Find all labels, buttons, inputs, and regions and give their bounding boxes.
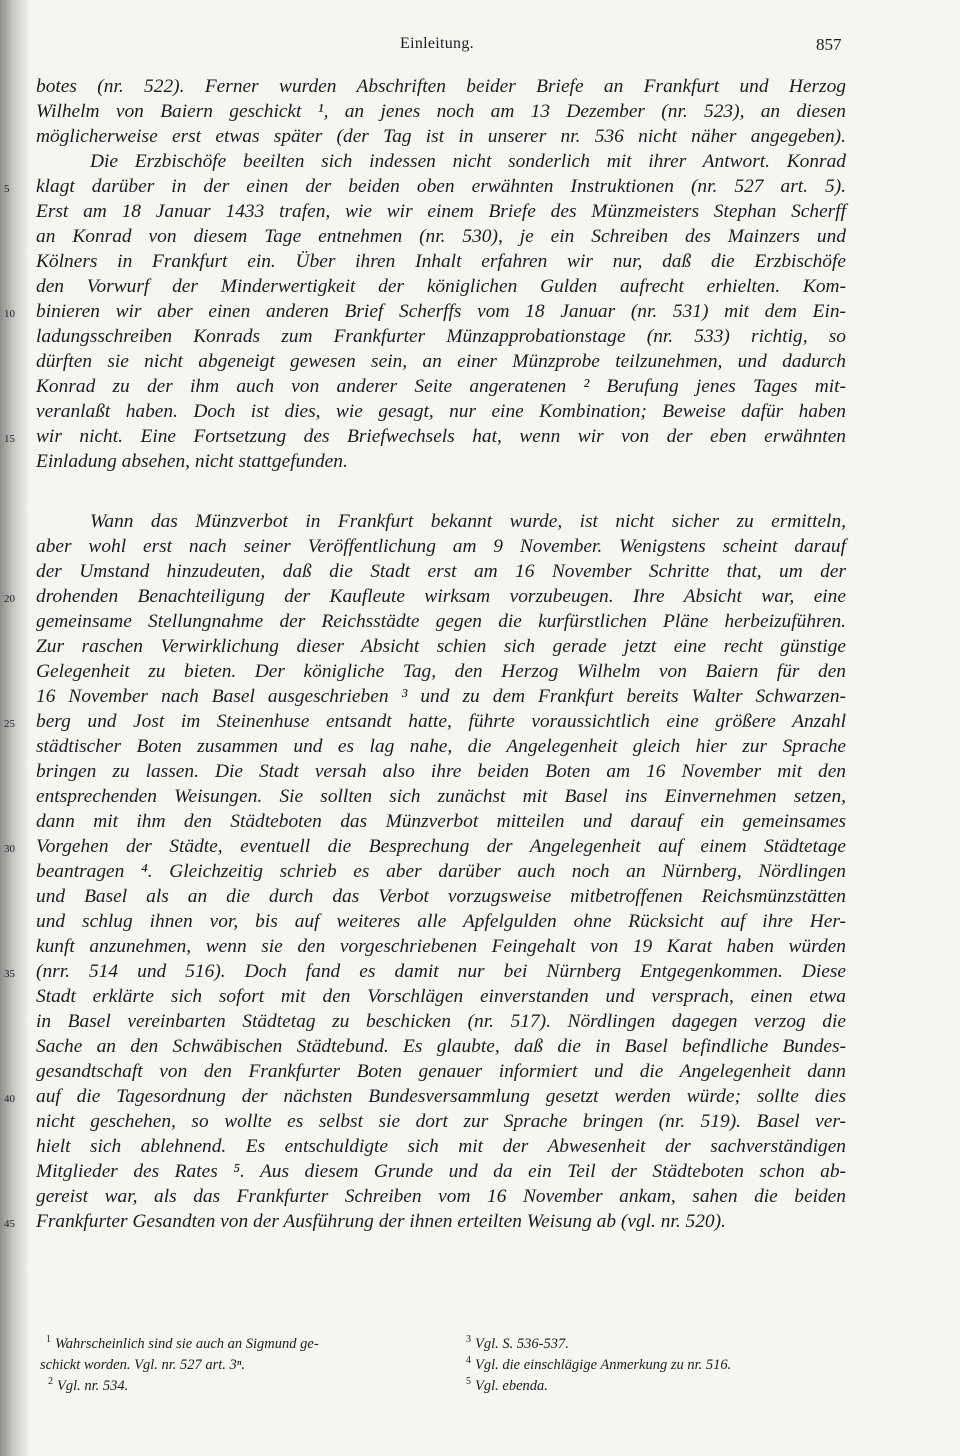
line-number: 30 bbox=[4, 843, 15, 855]
text-line: und schlug ihnen vor, bis auf weiteres alle Apfelgulden ohne Rücksicht auf ihre Her- bbox=[36, 911, 846, 932]
text-line: gemeinsame Stellungnahme der Reichsstädte gegen die kurfürstlichen Pläne herbeizuführen. bbox=[36, 611, 846, 632]
text-line: binieren wir aber einen anderen Brief Scherffs vom 18 Januar (nr. 531) mit dem Ein- bbox=[36, 301, 846, 322]
footnote-text: Vgl. ebenda. bbox=[475, 1377, 548, 1394]
text-line: Sache an den Schwäbischen Städtebund. Es glaubte, daß die in Basel befindliche Bundes- bbox=[36, 1036, 846, 1057]
text-line: hielt sich ablehnend. Es entschuldigte sich mit der Abwesenheit der sachverständigen bbox=[36, 1136, 846, 1157]
footnote-mark: 2 bbox=[48, 1376, 53, 1387]
footnote-mark: 3 bbox=[466, 1334, 471, 1345]
footnote-mark: 4 bbox=[466, 1355, 471, 1366]
text-line: wir nicht. Eine Fortsetzung des Briefwechsels hat, wenn wir von der eben erwähnten bbox=[36, 426, 846, 447]
line-number: 5 bbox=[4, 183, 10, 195]
text-line: entsprechenden Weisungen. Sie sollten sich zunächst mit Basel ins Einvernehmen setzen, bbox=[36, 786, 846, 807]
footnote-text: Vgl. S. 536-537. bbox=[475, 1335, 569, 1352]
text-line: dann mit ihm den Städteboten das Münzverbot mitteilen und darauf ein gemeinsames bbox=[36, 811, 846, 832]
text-line: veranlaßt haben. Doch ist dies, wie gesagt, nur eine Kombination; Beweise dafür haben bbox=[36, 401, 846, 422]
text-line: kunft anzunehmen, wenn sie den vorgeschriebenen Feingehalt von 19 Karat haben würden bbox=[36, 936, 846, 957]
footnote bbox=[48, 1372, 128, 1396]
line-number: 15 bbox=[4, 433, 15, 445]
text-line: Einladung absehen, nicht stattgefunden. bbox=[36, 451, 348, 472]
text-line: nicht geschehen, so wollte es selbst sie dort zur Sprache bringen (nr. 519). Basel ver- bbox=[36, 1111, 846, 1132]
footnote-text: Wahrscheinlich sind sie auch an Sigmund ge- bbox=[55, 1335, 319, 1352]
text-line: Kölners in Frankfurt ein. Über ihren Inhalt erfahren wir nur, daß die Erzbischöfe bbox=[36, 251, 846, 272]
page-number: 857 bbox=[816, 35, 842, 54]
text-line: Mitglieder des Rates ⁵. Aus diesem Grunde und da ein Teil der Städteboten schon ab- bbox=[36, 1161, 846, 1182]
text-line: Vorgehen der Städte, eventuell die Besprechung der Angelegenheit auf einem Städtetage bbox=[36, 836, 846, 857]
text-line: bringen zu lassen. Die Stadt versah also ihre beiden Boten am 16 November mit den bbox=[36, 761, 846, 782]
text-line: Stadt erklärte sich sofort mit den Vorschlägen einverstanden und versprach, einen etwa bbox=[36, 986, 846, 1007]
text-line: Die Erzbischöfe beeilten sich indessen nicht sonderlich mit ihrer Antwort. Konrad bbox=[90, 151, 846, 172]
line-number: 10 bbox=[4, 308, 15, 320]
text-line: klagt darüber in der einen der beiden oben erwähnten Instruktionen (nr. 527 art. 5). bbox=[36, 176, 846, 197]
line-number: 20 bbox=[4, 593, 15, 605]
line-number: 40 bbox=[4, 1093, 15, 1105]
text-line: gesandtschaft von den Frankfurter Boten genauer informiert und die Angelegenheit dann bbox=[36, 1061, 846, 1082]
text-line: aber wohl erst nach seiner Veröffentlichung am 9 November. Wenigstens scheint darauf bbox=[36, 536, 846, 557]
text-line: Gelegenheit zu bieten. Der königliche Tag, den Herzog Wilhelm von Baiern für den bbox=[36, 661, 846, 682]
text-line: Frankfurter Gesandten von der Ausführung der ihnen erteilten Weisung ab (vgl. nr. 520). bbox=[36, 1211, 726, 1232]
header-title: Einleitung. bbox=[400, 35, 474, 52]
footnote-mark: 5 bbox=[466, 1376, 471, 1387]
line-number: 35 bbox=[4, 968, 15, 980]
text-line: Zur raschen Verwirklichung dieser Absicht schien sich gerade jetzt eine recht günstige bbox=[36, 636, 846, 657]
text-line: städtischer Boten zusammen und es lag nahe, die Angelegenheit gleich hier zur Sprache bbox=[36, 736, 846, 757]
text-line: 16 November nach Basel ausgeschrieben ³ und zu dem Frankfurt bereits Walter Schwarzen- bbox=[36, 686, 846, 707]
text-line: (nrr. 514 und 516). Doch fand es damit nur bei Nürnberg Entgegenkommen. Diese bbox=[36, 961, 846, 982]
footnote-text: Vgl. die einschlägige Anmerkung zu nr. 516. bbox=[475, 1356, 732, 1373]
footnote-mark: 1 bbox=[46, 1334, 51, 1345]
text-line: Wilhelm von Baiern geschickt ¹, an jenes noch am 13 Dezember (nr. 523), an diesen bbox=[36, 101, 846, 122]
footnote bbox=[466, 1372, 548, 1396]
text-line: drohenden Benachteiligung der Kaufleute wirksam vorzubeugen. Ihre Absicht war, eine bbox=[36, 586, 846, 607]
text-line: Konrad zu der ihm auch von anderer Seite angeratenen ² Berufung jenes Tages mit- bbox=[36, 376, 846, 397]
text-line: Erst am 18 Januar 1433 trafen, wie wir einem Briefe des Münzmeisters Stephan Scherff bbox=[36, 201, 846, 222]
text-line: der Umstand hinzudeuten, daß die Stadt erst am 16 November Schritte that, um der bbox=[36, 561, 846, 582]
line-number: 45 bbox=[4, 1218, 15, 1230]
running-header bbox=[0, 35, 960, 59]
text-line: beantragen ⁴. Gleichzeitig schrieb es aber darüber auch noch an Nürnberg, Nördlingen bbox=[36, 861, 846, 882]
text-line: möglicherweise erst etwas später (der Tag ist in unserer nr. 536 nicht näher angegeben). bbox=[36, 126, 846, 147]
text-line: berg und Jost im Steinenhuse entsandt hatte, führte voraussichtlich eine größere Anzahl bbox=[36, 711, 846, 732]
text-line: und Basel als an die durch das Verbot vorzugsweise mitbetroffenen Reichsmünzstätten bbox=[36, 886, 846, 907]
footnote-text: Vgl. nr. 534. bbox=[57, 1377, 129, 1394]
text-line: dürften sie nicht abgeneigt gewesen sein, an einer Münzprobe teilzunehmen, und dadurch bbox=[36, 351, 846, 372]
text-line: ladungsschreiben Konrads zum Frankfurter Münzapprobationstage (nr. 533) richtig, so bbox=[36, 326, 846, 347]
text-line: den Vorwurf der Minderwertigkeit der königlichen Gulden aufrecht erhielten. Kom- bbox=[36, 276, 846, 297]
text-line: an Konrad von diesem Tage entnehmen (nr. 530), je ein Schreiben des Mainzers und bbox=[36, 226, 846, 247]
text-line: auf die Tagesordnung der nächsten Bundesversammlung gesetzt werden würde; sollte dies bbox=[36, 1086, 846, 1107]
text-line: botes (nr. 522). Ferner wurden Abschriften beider Briefe an Frankfurt und Herzog bbox=[36, 76, 846, 97]
line-number: 25 bbox=[4, 718, 15, 730]
text-line: gereist war, als das Frankfurter Schreiben vom 16 November ankam, sahen die beiden bbox=[36, 1186, 846, 1207]
text-line: Wann das Münzverbot in Frankfurt bekannt wurde, ist nicht sicher zu ermitteln, bbox=[90, 511, 846, 532]
text-line: in Basel vereinbarten Städtetag zu beschicken (nr. 517). Nördlingen dagegen verzog die bbox=[36, 1011, 846, 1032]
footnote-text: schickt worden. Vgl. nr. 527 art. 3ⁿ. bbox=[40, 1356, 246, 1373]
